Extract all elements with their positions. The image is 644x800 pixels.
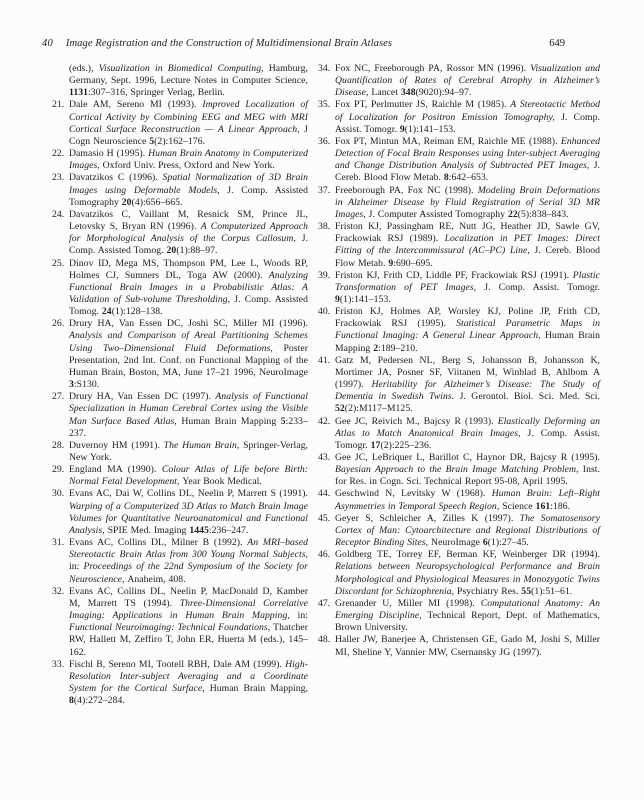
reference-text-segment: Human Brain Mapping,	[209, 682, 309, 694]
reference-text-segment: 8	[443, 172, 449, 184]
reference-text-segment: Warping of a Computerized 3D Atlas to Match Brain Image Volumes for Quantitative Neuroanatomical and Functional Analysis,	[69, 500, 308, 536]
reference-number: 44.	[318, 488, 331, 500]
reference-text-segment: Human Brain Anatomy in Computerized Images,	[69, 148, 309, 172]
reference-entry	[52, 258, 308, 319]
reference-text-segment: Duvernoy HM (1991).	[69, 439, 164, 451]
reference-text-segment: Visualization and Quantification of Rates of Cerebral Atrophy in Alzheimer’s Disease,	[335, 63, 600, 99]
reference-text-segment: (1):88–97.	[176, 245, 218, 257]
reference-text-segment: (2):162–176.	[154, 135, 206, 147]
reference-text-segment: (2):225–236.	[380, 439, 432, 451]
reference-text-segment: Fox PT, Mintun MA, Reiman EM, Raichle ME (1988).	[335, 135, 561, 147]
reference-text-segment: :S130.	[73, 379, 100, 391]
reference-text-segment: Oxford Univ. Press, Oxford and New York.	[102, 160, 275, 172]
reference-text-segment: Elastically Deforming an Atlas to Match Anatomical Brain Images,	[335, 415, 600, 439]
reference-number: 34.	[318, 63, 331, 74]
reference-text-segment: Drury HA, Van Essen DC, Joshi SC, Miller MI (1996).	[69, 318, 308, 330]
reference-text-segment: 9	[399, 123, 405, 135]
reference-number: 36.	[318, 135, 331, 147]
reference-text-segment: 24	[101, 306, 112, 318]
reference-text-segment: (1):141–153.	[404, 123, 456, 135]
reference-text-segment: Grenander U, Miller MI (1998).	[335, 597, 481, 609]
reference-number: 46.	[318, 549, 331, 561]
reference-text-segment: 22	[507, 208, 518, 220]
reference-text-segment: :236–247.	[208, 524, 249, 536]
reference-number: 21.	[52, 99, 65, 111]
reference-entry	[318, 513, 600, 549]
page-header	[42, 37, 565, 50]
reference-text-segment: 8	[69, 695, 74, 707]
reference-number: 38.	[318, 221, 331, 233]
reference-text-segment: Visualization in Biomedical Computing,	[98, 63, 269, 74]
reference-text-segment: Drury HA, Van Essen DC (1997).	[69, 391, 216, 403]
reference-number: 42.	[318, 415, 331, 427]
reference-text-segment: Human Brain Mapping	[335, 330, 601, 354]
reference-number: 43.	[318, 452, 331, 463]
reference-text-segment: England MA (1990).	[69, 464, 162, 476]
reference-entry	[318, 270, 600, 306]
reference-entry	[318, 306, 600, 355]
reference-text-segment: (1):51–61.	[531, 585, 573, 597]
reference-text-segment: SPIE Med. Imaging	[107, 524, 190, 536]
reference-text-segment: Modeling Brain Deformations in Alzheimer Disease by Fluid Registration of Serial 3D MR Images,	[335, 184, 601, 220]
reference-text-segment: A Stereotactic Method of Localization for Positron Emission Tomography,	[335, 99, 601, 123]
reference-text-segment: Davatzikos C (1996).	[69, 172, 163, 184]
reference-text-segment: 5	[280, 415, 286, 427]
reference-text-segment: Goldberg TE, Torrey EF, Berman KF, Weinberger DR (1994).	[335, 549, 600, 561]
reference-number: 30.	[52, 488, 65, 500]
reference-text-segment: Science	[502, 500, 536, 512]
reference-text-segment: Colour Atlas of Life before Birth: Normal Fetal Development,	[69, 464, 308, 488]
reference-number: 24.	[52, 208, 65, 220]
reference-text-segment: The Somatosensory Cortex of Man: Cytoarchitecture and Regional Distributions of Receptor Binding Sites,	[335, 512, 600, 549]
reference-entry	[318, 549, 600, 598]
reference-entry	[52, 586, 308, 659]
reference-text-segment: 1445	[189, 524, 209, 536]
reference-number: 45.	[318, 512, 331, 524]
reference-text-segment: :186.	[550, 500, 571, 512]
reference-text-segment: J. Cereb. Blood Flow Metab.	[335, 245, 600, 269]
reference-number: 33.	[52, 658, 65, 670]
reference-text-segment: Geyer S, Schleicher A, Zilles K (1997).	[335, 512, 520, 524]
reference-text-segment: J. Computer Assisted Tomography	[368, 208, 508, 220]
reference-text-segment: Damasio H (1995).	[69, 148, 149, 160]
reference-text-segment: J. Comp. Assist. Tomogr.	[335, 111, 600, 135]
reference-text-segment: Fox PT, Perlmutter JS, Raichle M (1985).	[335, 99, 511, 111]
reference-text-segment: Dale AM, Sereno MI (1993).	[69, 99, 203, 111]
reference-text-segment: Bayesian Approach to the Brain Image Matching Problem,	[335, 464, 583, 476]
reference-number: 48.	[318, 634, 331, 646]
reference-text-segment: Dinov ID, Mega MS, Thompson PM, Lee L, Woods RP, Holmes CJ, Sumners DL, Toga AW (2000).	[69, 257, 308, 281]
reference-text-segment: Hamburg, Germany, Sept. 1996, Lecture Notes in Computer Science,	[69, 63, 308, 87]
reference-text-segment: Relations between Neuropsychological Performance and Brain Morphological and Physiological Measures in Monozygotic Twins Discordant for Schizophrenia,	[335, 561, 600, 597]
reference-number: 27.	[52, 391, 65, 403]
reference-text-segment: Three-Dimensional Correlative Imaging: Applications in Human Brain Mapping,	[69, 597, 308, 622]
reference-text-segment: (5):838–843.	[517, 208, 569, 220]
reference-text-segment: An MRI–based Stereotactic Brain Atlas from 300 Young Normal Subjects,	[69, 537, 308, 561]
reference-text-segment: Fox NC, Freeborough PA, Rossor MN (1996).	[335, 63, 531, 74]
reference-entry	[52, 172, 308, 208]
reference-text-segment: in:	[69, 561, 84, 573]
running-title: Image Registration and the Construction of Multidimensional Brain Atlases	[65, 38, 393, 49]
reference-text-segment: Proceedings of the 22nd Symposium of the Society for Neuroscience,	[69, 561, 309, 585]
reference-entry	[318, 63, 600, 99]
reference-entry	[318, 185, 600, 221]
reference-text-segment: 348	[400, 87, 416, 99]
reference-text-segment: J Cogn Neuroscience	[69, 123, 308, 147]
reference-text-segment: Friston KJ, Frith CD, Liddle PF, Frackowiak RSJ (1991).	[335, 269, 573, 281]
reference-text-segment: in:	[297, 610, 308, 622]
reference-text-segment: Friston KJ, Holmes AP, Worsley KJ, Poline JP, Frith CD, Frackowiak RSJ (1995).	[335, 306, 600, 330]
reference-text-segment: Gee JC, LeBriquer L, Barillot C, Haynor DR, Bajcsy R (1995).	[335, 452, 600, 463]
reference-text-segment: :690–695.	[393, 257, 433, 269]
reference-number: 39.	[318, 269, 331, 281]
reference-text-segment: Technical Report, Dept. of Mathematics, Brown University.	[335, 610, 600, 634]
reference-text-segment: NeuroImage	[431, 537, 483, 549]
reference-entry	[52, 464, 308, 488]
reference-text-segment: Localization in PET Images: Direct Fitting of the Intercommissural (AC–PC) Line,	[335, 233, 600, 257]
reference-number: 22.	[52, 148, 65, 160]
reference-number: 29.	[52, 464, 65, 476]
reference-entry	[318, 136, 600, 185]
reference-text-segment: 161	[535, 500, 551, 512]
reference-entry	[318, 452, 600, 488]
reference-text-segment: Functional Neuroimaging: Technical Foundations,	[69, 622, 274, 634]
reference-text-segment: 9	[388, 257, 394, 269]
reference-number: 25.	[52, 257, 65, 269]
reference-number: 31.	[52, 537, 65, 549]
reference-number: 41.	[318, 354, 331, 366]
chapter-number: 40	[42, 38, 53, 49]
reference-number: 35.	[318, 99, 331, 111]
reference-text-segment: 9	[335, 293, 340, 305]
reference-text-segment: :189–210.	[378, 342, 418, 354]
reference-text-segment: Year Book Medical.	[182, 476, 262, 488]
reference-text-segment: Computational Anatomy: An Emerging Discipline,	[335, 597, 600, 622]
reference-entry	[318, 416, 600, 452]
reference-text-segment: 20	[166, 245, 177, 257]
reference-text-segment: Thatcher RW, Hallett M, Zeffiro T, John ER, Huerta M (eds.), 145–162.	[69, 622, 308, 658]
reference-entry	[52, 488, 308, 537]
reference-text-segment: 6	[482, 537, 488, 549]
reference-text-segment: 1131	[69, 87, 89, 99]
reference-entry	[52, 391, 308, 440]
reference-carryover	[52, 63, 308, 99]
reference-number: 23.	[52, 172, 65, 184]
reference-text-segment: J. Gerontol. Biol. Sci. Med. Sci.	[459, 391, 601, 403]
reference-text-segment: Analysis and Comparison of Areal Partitioning Schemes Using Two–Dimensional Fluid Deformations,	[69, 330, 308, 354]
reference-text-segment: Evans AC, Dai W, Collins DL, Neelin P, Marrett S (1991).	[69, 488, 308, 500]
reference-text-segment: J. Comp. Assist. Tomogr.	[335, 427, 600, 451]
reference-text-segment: Gee JC, Reivich M., Bajcsy R (1993).	[335, 415, 498, 427]
reference-text-segment: J. Comp. Assisted Tomog.	[69, 293, 308, 318]
reference-entry	[52, 209, 308, 258]
reference-text-segment: Enhanced Detection of Focal Brain Responses using Inter-subject Averaging and Change Distribution Analysis of Subtracted PET Images,	[335, 135, 600, 172]
reference-entry	[318, 634, 600, 658]
reference-text-segment: (1):141–153.	[339, 293, 391, 305]
reference-text-segment: Springer-Verlag, New York.	[69, 439, 308, 463]
reference-number: 32.	[52, 585, 65, 597]
reference-text-segment: 55	[521, 585, 532, 597]
reference-text-segment: Heritability for Alzheimer’s Disease: The Study of Dementia in Swedish Twins.	[335, 379, 600, 403]
reference-text-segment: Poster Presentation, 2nd Int. Conf. on Functional Mapping of the Human Brain, Boston, MA, June 17–21 1996, NeuroImage	[69, 342, 308, 378]
reference-number: 28.	[52, 439, 65, 451]
reference-text-segment: (4):272–284.	[73, 695, 125, 707]
reference-text-segment: J. Comp. Assisted Tomog.	[69, 233, 308, 257]
reference-text-segment: Friston KJ, Passingham RE, Nutt JG, Heather JD, Sawle GV, Frackowiak RSJ (1989).	[335, 221, 600, 245]
reference-text-segment: Fischl B, Sereno MI, Tootell RBH, Dale AM (1999).	[69, 658, 286, 670]
reference-entry	[52, 148, 308, 172]
reference-number: 37.	[318, 184, 331, 196]
reference-text-segment: Gatz M, Pedersen NL, Berg S, Johansson B, Johansson K, Mortimer JA, Posner SF, Viitanen M, Winblad B, Ahlbom A (1997).	[335, 354, 600, 391]
reference-text-segment: (1):27–45.	[487, 537, 529, 549]
reference-entry	[318, 99, 600, 135]
reference-entry	[52, 99, 308, 148]
reference-entry	[318, 488, 600, 512]
reference-entry	[52, 537, 308, 586]
references-columns	[52, 63, 600, 707]
reference-text-segment: (9020):94–97.	[415, 87, 472, 99]
reference-number: 26.	[52, 318, 65, 330]
reference-text-segment: :307–316, Springer Verlag, Berlin.	[88, 87, 225, 99]
reference-text-segment: Evans AC, Collins DL, Neelin P, MacDonald D, Kamber M, Marrett TS (1994).	[69, 585, 308, 609]
reference-entry	[52, 440, 308, 464]
reference-text-segment: A Computerized Approach for Morphological Analysis of the Corpus Callosum,	[69, 221, 308, 245]
reference-text-segment: Analysis of Functional Specialization in Human Cerebral Cortex using the Visible Man Surface Based Atlas,	[69, 391, 308, 427]
reference-text-segment: Spatial Normalization of 3D Brain Images using Deformable Models,	[69, 172, 309, 196]
reference-text-segment: 3	[69, 379, 74, 391]
reference-text-segment: (eds.),	[69, 63, 99, 74]
reference-text-segment: Davatzikos C, Vaillant M, Resnick SM, Prince JL, Letovsky S, Bryan RN (1996).	[69, 208, 308, 233]
reference-text-segment: Psychiatry Res.	[457, 585, 522, 597]
reference-text-segment: 2	[373, 342, 379, 354]
reference-text-segment: Lancet	[371, 87, 401, 99]
page-number: 649	[549, 38, 565, 49]
reference-text-segment: 5	[149, 135, 155, 147]
reference-text-segment: J. Comp. Assisted Tomography	[69, 184, 308, 208]
reference-number: 47.	[318, 597, 331, 609]
reference-text-segment: Haller JW, Banerjee A, Christensen GE, Gado M, Joshi S, Miller MI, Sheline Y, Vannier MW, Csernansky JG (1997).	[335, 634, 600, 658]
reference-entry	[52, 318, 308, 391]
reference-entry	[52, 659, 308, 708]
reference-text-segment: :642–653.	[448, 172, 489, 184]
reference-entry	[318, 355, 600, 416]
reference-text-segment: (1):128–138.	[111, 306, 163, 318]
reference-text-segment: J. Comp. Assist. Tomogr.	[484, 281, 600, 293]
reference-text-segment: (4):656–665.	[131, 196, 183, 208]
reference-entry	[318, 598, 600, 634]
references-right-column	[318, 63, 600, 707]
reference-text-segment: The Human Brain,	[163, 439, 244, 451]
reference-text-segment: 52	[335, 403, 345, 415]
references-left-column	[52, 63, 308, 707]
reference-text-segment: Statistical Parametric Maps in Functional Imaging: A General Linear Approach,	[335, 318, 600, 342]
reference-text-segment: Anaheim, 408.	[127, 573, 186, 585]
reference-text-segment: (2):M117–M125.	[344, 403, 413, 415]
reference-text-segment: :233–237.	[69, 415, 308, 439]
reference-text-segment: Inst. for Res. in Cogn. Sci. Technical Report 95-08, April 1995.	[335, 464, 600, 488]
reference-text-segment: J. Cereb. Blood Flow Metab.	[335, 160, 600, 184]
reference-entry	[318, 221, 600, 270]
reference-number: 40.	[318, 306, 331, 318]
reference-text-segment: Improved Localization of Cortical Activity by Combining EEG and MEG with MRI Cortical Surface Reconstruction — A Linear Approach,	[69, 99, 308, 135]
reference-text-segment: 17	[370, 439, 381, 451]
reference-text-segment: High-Resolution Inter-subject Averaging and a Coordinate System for the Cortical Surface,	[69, 658, 308, 694]
reference-text-segment: Human Brain: Left–Right Asymmetries in Temporal Speech Region,	[335, 488, 601, 512]
reference-text-segment: Analyzing Functional Brain Images in a Probabilistic Atlas: A Validation of Sub-volume Thresholding,	[69, 269, 308, 305]
reference-text-segment: 20	[121, 196, 132, 208]
reference-text-segment: Geschwind N, Levitsky W (1968).	[335, 488, 492, 500]
reference-text-segment: Human Brain Mapping	[181, 415, 281, 427]
reference-text-segment: Plastic Transformation of PET Images,	[335, 269, 600, 293]
reference-text-segment: Evans AC, Collins DL, Milner B (1992).	[69, 537, 248, 549]
reference-text-segment: Freeborough PA, Fox NC (1998).	[335, 184, 478, 196]
